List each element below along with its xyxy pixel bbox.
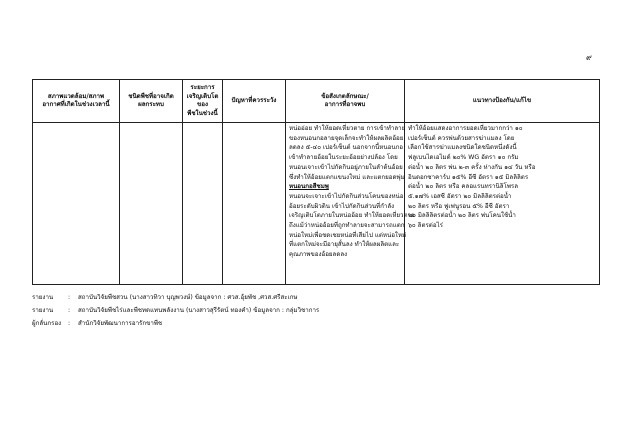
text-line: เข้าทำลายอ้อยในระยะอ้อยย่างปล้อง โดย — [289, 154, 398, 162]
prevention-cell — [408, 124, 598, 231]
text-line: ซึ่งทำให้อ้อยแตกแขนงใหม่ และแตกยอดพุ่ม — [289, 173, 405, 181]
footer-value: สถาบันวิจัยพืชสวน (นางสาวทิวา บุญพวงษ์) ข้อมูลจาก : ศวส.อุ้ยพัช ,ศวส.ศรีสะเกษ — [78, 294, 298, 301]
header-growth-stage: ระยะการ เจริญเติบโตของ พืชในช่วงนี้ — [186, 84, 219, 117]
header-symptoms: ข้อสังเกตลักษณะ/ อาการที่อาจพบ — [321, 92, 369, 108]
footer-row — [32, 292, 319, 305]
footer-separator: : — [68, 319, 71, 327]
text-line: หนอนจะเจาะเข้าไปกัดกินส่วนโคนของหน่อ — [289, 192, 404, 200]
footer-row — [32, 305, 319, 318]
col-divider — [599, 79, 600, 285]
footer-row — [32, 318, 319, 331]
text-line: ถึงแม้ว่าหน่ออ้อยที่ถูกทำลายจะสามารถแตก — [289, 222, 405, 230]
text-line: เลือกใช้สารฆ่าแมลงชนิดใดชนิดหนึ่งดังนี้ — [408, 144, 517, 152]
text-line: อ้อยระดับผิวดิน เข้าไปกัดกินส่วนที่กำลัง — [289, 202, 395, 210]
text-line: ฟลูเบนไดเอไมด์ ๒๐% WG อัตรา ๑๐ กรัม — [408, 154, 519, 162]
footer-label: ผู้กลั่นกรอง — [32, 319, 62, 327]
text-line: เปอร์เซ็นต์ ควรพ่นด้วยสารฆ่าแมลง โดย — [408, 134, 515, 142]
text-line: ทำให้อ้อยแสดงอาการยอดเหี่ยวมากกว่า ๑๐ — [408, 125, 523, 132]
text-line: เจริญเติบโตภายในหน่ออ้อย ทำให้ยอดเหี่ยวตาย — [289, 212, 415, 220]
pest-advisory-table — [32, 79, 600, 285]
footer-value: สำนักวิจัยพัฒนาการอารักขาพืช — [78, 319, 163, 327]
table-border-top — [32, 79, 600, 80]
footer-label: รายงาน — [32, 306, 54, 314]
header-crop: ชนิดพืชที่อาจเกิด ผลกระทบ — [128, 92, 174, 108]
text-line: ที่แตกใหม่จะมีอายุสั้นลง ทำให้ผลผลิตและ — [289, 241, 400, 249]
pest-subheading: หนอนกอสีชมพู — [289, 183, 329, 191]
footer-label: รายงาน — [32, 294, 54, 301]
text-line: ของหนอนกอลายจุดเล็กจะทำให้ผลผลิตอ้อย — [289, 134, 404, 142]
text-line: ๖๐ ลิตรต่อไร่ — [408, 222, 443, 230]
text-line: หน่ออ่อย ทำให้ยอดเหี่ยวตาย การเข้าทำลาย — [289, 125, 406, 132]
text-line: หนอนเจาะเข้าไปกัดกินอยู่ภายในลำต้นอ้อย — [289, 163, 403, 171]
text-line: คุณภาพของอ้อยลดลง — [289, 251, 348, 259]
footer-separator: : — [68, 306, 71, 314]
text-line: ๒๐ ลิตร หรือ ฟูเฟนูรอน ๕% อีซี อัตรา — [408, 202, 510, 210]
text-line: ต่อน้ำ ๒๐ ลิตร หรือ คลอแรนทรานิลิโพรล — [408, 183, 519, 191]
report-footer — [32, 292, 319, 330]
text-line: ๕.๑๗% เอสซี อัตรา ๒๐ มิลลิลิตรต่อน้ำ — [408, 192, 512, 200]
table-border-bottom — [32, 284, 600, 285]
text-line: ต่อน้ำ ๒๐ ลิตร พ่น ๒-๓ ครั้ง ห่างกัน ๑๔ วัน หรือ — [408, 163, 536, 171]
page-number: ๙ — [586, 53, 592, 62]
text-line: หน่อใหม่เพื่อชดเชยหน่อที่เสียไป แต่หน่อใหม่ — [289, 231, 407, 239]
text-line: ลดลง ๕-๔๐ เปอร์เซ็นต์ นอกจากนี้หนอนกอ — [289, 144, 404, 152]
footer-separator: : — [68, 294, 71, 301]
header-problem: ปัญหาที่ควรระวัง — [231, 96, 277, 104]
symptoms-cell — [289, 124, 415, 260]
header-divider — [32, 122, 600, 123]
footer-value: สถาบันวิจัยพืชไร่และพืชทดแทนพลังงาน (นางสาวสุรีรัตน์ ทองคำ) ข้อมูลจาก : กลุ่มวิชาการ — [78, 306, 320, 314]
header-environment: สภาพแวดล้อม/สภาพ อากาศที่เกิดในช่วงเวลานี้ — [42, 92, 110, 108]
header-prevention: แนวทางป้องกัน/แก้ไข — [472, 96, 532, 104]
text-line: อินดอกซาคาร์บ ๑๕% อีซี อัตรา ๑๕ มิลลิลิตร — [408, 173, 529, 181]
text-line: ๒๐ มิลลิลิตรต่อน้ำ ๒๐ ลิตร พ่นโคนใช้น้ำ — [408, 212, 516, 220]
